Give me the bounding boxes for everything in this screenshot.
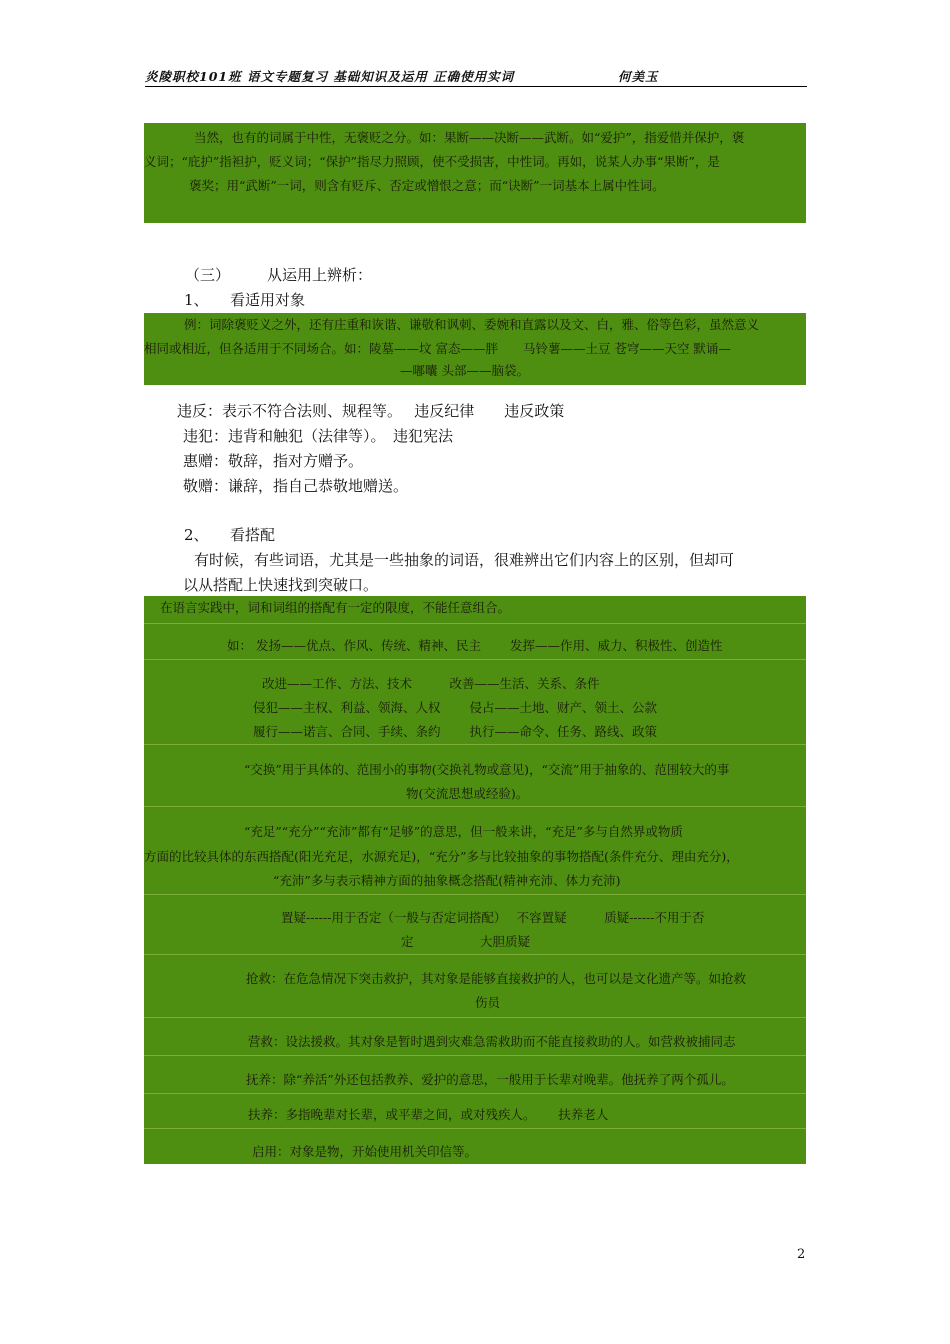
box-divider: [144, 1055, 806, 1056]
paragraph-line: 以从搭配上快速找到突破口。: [183, 576, 379, 594]
section-title: 从运用上辨析：: [267, 266, 373, 284]
example-box-usage: [144, 313, 806, 385]
item-title: 看适用对象: [230, 291, 306, 309]
box-line: 抚养：除“养活”外还包括教养、爱护的意思，一般用于长辈对晚辈。他抚养了两个孤儿。: [246, 1072, 734, 1087]
box-divider: [144, 623, 806, 624]
box-line: 改进——工作、方法、技术 改善——生活、关系、条件: [262, 676, 600, 691]
header-title: 炎陵职校101班 语文专题复习 基础知识及运用 正确使用实词: [145, 69, 515, 84]
box-line: 例：词除褒贬义之外，还有庄重和诙谐、谦敬和讽刺、委婉和直露以及文、白，雅、俗等色彩，虽然意义: [184, 317, 760, 332]
box-line: “交换”用于具体的、范围小的事物(交换礼物或意见)，“交流”用于抽象的、范围较大的事: [244, 762, 730, 777]
box-divider: [144, 894, 806, 895]
box-divider: [144, 954, 806, 955]
page-number: 2: [797, 1247, 806, 1262]
item-title: 看搭配: [230, 526, 276, 544]
section-number: （三）: [185, 266, 231, 284]
box-line: 相同或相近，但各适用于不同场合。如：陵墓——坟 富态——胖 马铃薯——土豆 苍穹——天空 默诵—: [144, 341, 731, 356]
box-line: 侵犯——主权、利益、领海、人权 侵占——土地、财产、领土、公款: [253, 700, 657, 715]
word-definition: 敬赠：谦辞，指自己恭敬地赠送。: [183, 477, 409, 495]
box-divider: [144, 1017, 806, 1018]
box-line: 义词；“庇护”指袒护，贬义词；“保护”指尽力照顾，使不受损害，中性词。再如，说某人办事“果断”，是: [144, 154, 720, 169]
box-line: 定 大胆质疑: [401, 934, 530, 949]
box-divider: [144, 744, 806, 745]
box-line: 抢救：在危急情况下突击救护，其对象是能够直接救护的人，也可以是文化遗产等。如抢救: [246, 971, 747, 986]
item-number: 1、: [184, 291, 209, 309]
header-author: 何美玉: [618, 69, 659, 84]
box-divider: [144, 1128, 806, 1129]
box-divider: [144, 659, 806, 660]
word-definition: 违犯：违背和触犯（法律等）。 违犯宪法: [183, 427, 454, 445]
box-divider: [144, 806, 806, 807]
box-line: 当然，也有的词属于中性，无褒贬之分。如：果断——决断——武断。如“爱护”，指爱惜并保护，褒: [194, 130, 745, 145]
collocation-box: [144, 596, 806, 1164]
box-line: —嘟囔 头部——脑袋。: [400, 363, 529, 378]
box-line: 褒奖；用“武断”一词，则含有贬斥、否定或憎恨之意；而“诀断”一词基本上属中性词。: [189, 178, 665, 193]
box-line: 启用：对象是物，开始使用机关印信等。: [252, 1144, 478, 1159]
note-box-neutral-words: [144, 123, 806, 223]
box-line: “充足”“充分”“充沛”都有“足够”的意思，但一般来讲，“充足”多与自然界或物质: [244, 824, 683, 839]
box-line: 物(交流思想或经验)。: [406, 786, 529, 801]
page-header: [145, 66, 807, 87]
word-definition: 违反：表示不符合法则、规程等。 违反纪律 违反政策: [177, 402, 565, 420]
item-number: 2、: [184, 526, 209, 544]
box-line: 方面的比较具体的东西搭配(阳光充足，水源充足)，“充分”多与比较抽象的事物搭配(条件充分、理由充分)，: [144, 849, 739, 864]
paragraph-line: 有时候，有些词语，尤其是一些抽象的词语，很难辨出它们内容上的区别，但却可: [194, 551, 735, 569]
box-line: 在语言实践中，词和词组的搭配有一定的限度，不能任意组合。: [160, 600, 511, 615]
box-divider: [144, 1093, 806, 1094]
box-line: 营救：设法援救。其对象是暂时遇到灾难急需救助而不能直接救助的人。如营救被捕同志: [248, 1034, 736, 1049]
box-line: 扶养：多指晚辈对长辈，或平辈之间，或对残疾人。 扶养老人: [248, 1107, 609, 1122]
box-line: 伤员: [475, 995, 501, 1010]
box-line: 履行——诺言、合同、手续、条约 执行——命令、任务、路线、政策: [253, 724, 657, 739]
word-definition: 惠赠：敬辞，指对方赠予。: [183, 452, 364, 470]
box-line: “充沛”多与表示精神方面的抽象概念搭配(精神充沛、体力充沛): [273, 873, 621, 888]
box-line: 如： 发扬——优点、作风、传统、精神、民主 发挥——作用、威力、积极性、创造性: [227, 638, 723, 653]
box-line: 置疑------用于否定（一般与否定词搭配） 不容置疑 质疑------不用于否: [281, 910, 705, 925]
